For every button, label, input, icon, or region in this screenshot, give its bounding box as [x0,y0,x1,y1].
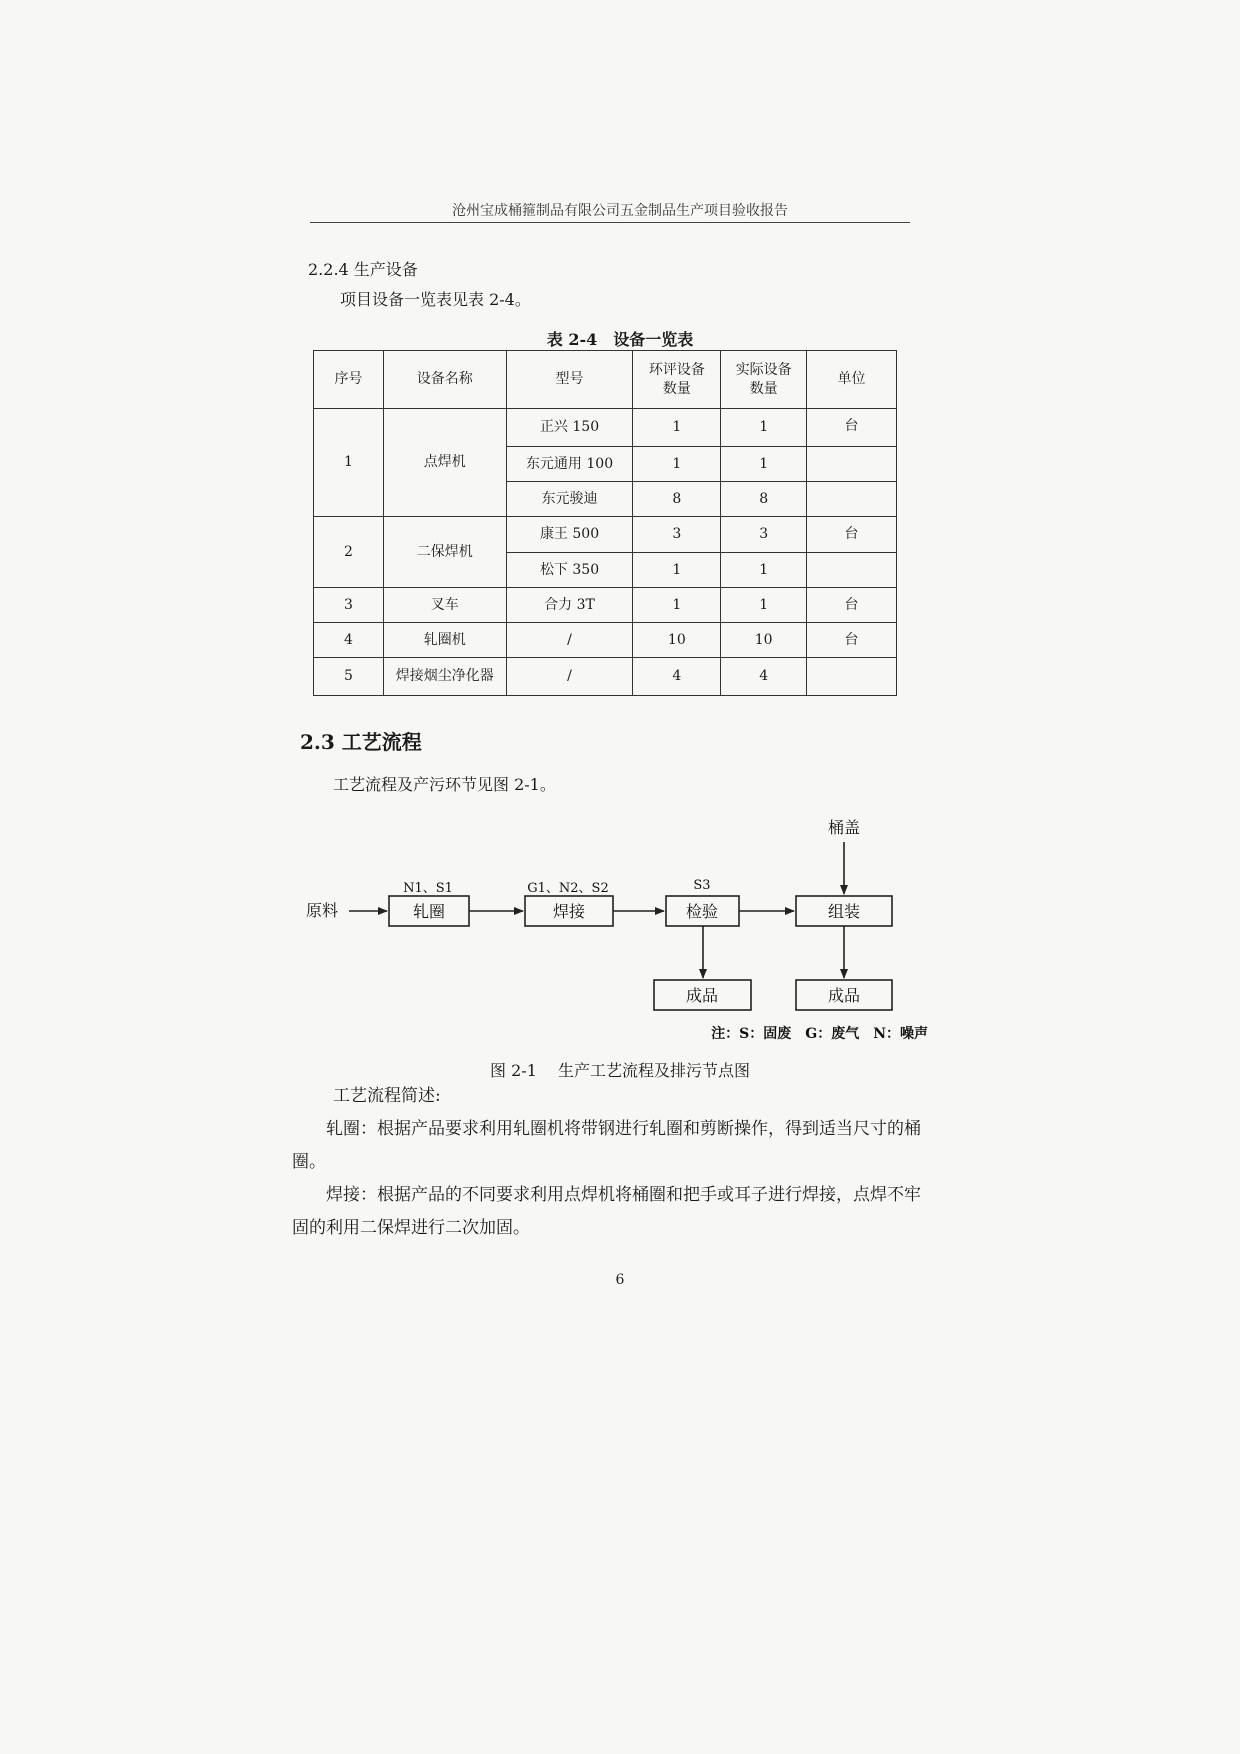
welding-label: 焊接 [552,902,586,921]
cell-unit [807,482,897,517]
cell-eia-qty: 1 [633,553,721,588]
cell-no: 3 [314,588,384,623]
section-2-2-4-heading: 2.2.4 生产设备 [308,260,418,279]
cell-actual-qty: 1 [721,553,807,588]
inspection-label: 检验 [685,902,719,921]
cell-equipment-name: 轧圈机 [383,623,506,658]
header-no: 序号 [314,351,384,409]
header-rule [310,222,910,223]
cell-model: 东元通用 100 [506,447,633,482]
cell-eia-qty: 1 [633,409,721,447]
cell-unit: 台 [807,409,897,447]
cell-actual-qty: 4 [721,658,807,696]
table-row [314,517,897,553]
cell-actual-qty: 1 [721,447,807,482]
cell-no: 1 [314,409,384,517]
rolling-pollutants: N1、S1 [403,881,453,896]
header-actual-qty: 实际设备 数量 [721,351,807,409]
cell-model: 正兴 150 [506,409,633,447]
cell-unit [807,447,897,482]
cell-unit: 台 [807,517,897,553]
cell-actual-qty: 3 [721,517,807,553]
cell-unit [807,553,897,588]
table-row [314,658,897,696]
cell-model: 合力 3T [506,588,633,623]
cell-no: 5 [314,658,384,696]
cell-equipment-name: 叉车 [383,588,506,623]
header-name: 设备名称 [383,351,506,409]
cell-equipment-name: 点焊机 [383,409,506,517]
cell-equipment-name: 焊接烟尘净化器 [383,658,506,696]
section-2-3-intro: 工艺流程及产污环节见图 2-1。 [333,775,556,794]
cell-model: 松下 350 [506,553,633,588]
cell-model: / [506,658,633,696]
equipment-table [313,350,897,696]
table-caption: 表 2-4 设备一览表 [546,330,694,349]
header-eia-qty: 环评设备 数量 [633,351,721,409]
table-row [314,623,897,658]
cell-eia-qty: 3 [633,517,721,553]
header-unit: 单位 [807,351,897,409]
page-header-title: 沧州宝成桶箍制品有限公司五金制品生产项目验收报告 [452,203,788,219]
cell-model: / [506,623,633,658]
cell-equipment-name: 二保焊机 [383,517,506,588]
cell-actual-qty: 1 [721,588,807,623]
cell-eia-qty: 4 [633,658,721,696]
cell-eia-qty: 1 [633,588,721,623]
inspection-pollutants: S3 [693,878,711,893]
flow-input-label: 原料 [305,901,339,920]
product-a-label: 成品 [685,986,719,1005]
flow-note: 注：S：固废 G：废气 N：噪声 [711,1026,928,1042]
cell-eia-qty: 10 [633,623,721,658]
section-2-2-4-intro: 项目设备一览表见表 2-4。 [340,290,531,309]
welding-pollutants: G1、N2、S2 [527,881,609,896]
cell-eia-qty: 1 [633,447,721,482]
cell-model: 康王 500 [506,517,633,553]
description-paragraph-welding: 焊接：根据产品的不同要求利用点焊机将桶圈和把手或耳子进行焊接，点焊不牢固的利用二保焊进行二次加固。 [292,1185,921,1238]
cell-no: 2 [314,517,384,588]
cell-model: 东元骏迪 [506,482,633,517]
figure-caption: 图 2-1 生产工艺流程及排污节点图 [490,1061,750,1080]
process-flow-diagram [0,800,1240,1060]
cell-eia-qty: 8 [633,482,721,517]
section-2-3-heading: 2.3 工艺流程 [300,730,422,754]
table-row [314,409,897,447]
cell-actual-qty: 10 [721,623,807,658]
cell-unit [807,658,897,696]
description-title: 工艺流程简述: [333,1086,441,1106]
cell-unit: 台 [807,623,897,658]
header-model: 型号 [506,351,633,409]
rolling-label: 轧圈 [412,902,446,921]
cell-no: 4 [314,623,384,658]
flow-lid-label: 桶盖 [827,818,861,837]
product-b-label: 成品 [827,986,861,1005]
table-row [314,588,897,623]
cell-actual-qty: 8 [721,482,807,517]
assembly-label: 组装 [827,902,861,921]
cell-actual-qty: 1 [721,409,807,447]
page-number: 6 [615,1272,625,1288]
cell-unit: 台 [807,588,897,623]
description-paragraph-rolling: 轧圈：根据产品要求利用轧圈机将带钢进行轧圈和剪断操作，得到适当尺寸的桶圈。 [292,1119,921,1172]
table-header-row [314,351,897,409]
